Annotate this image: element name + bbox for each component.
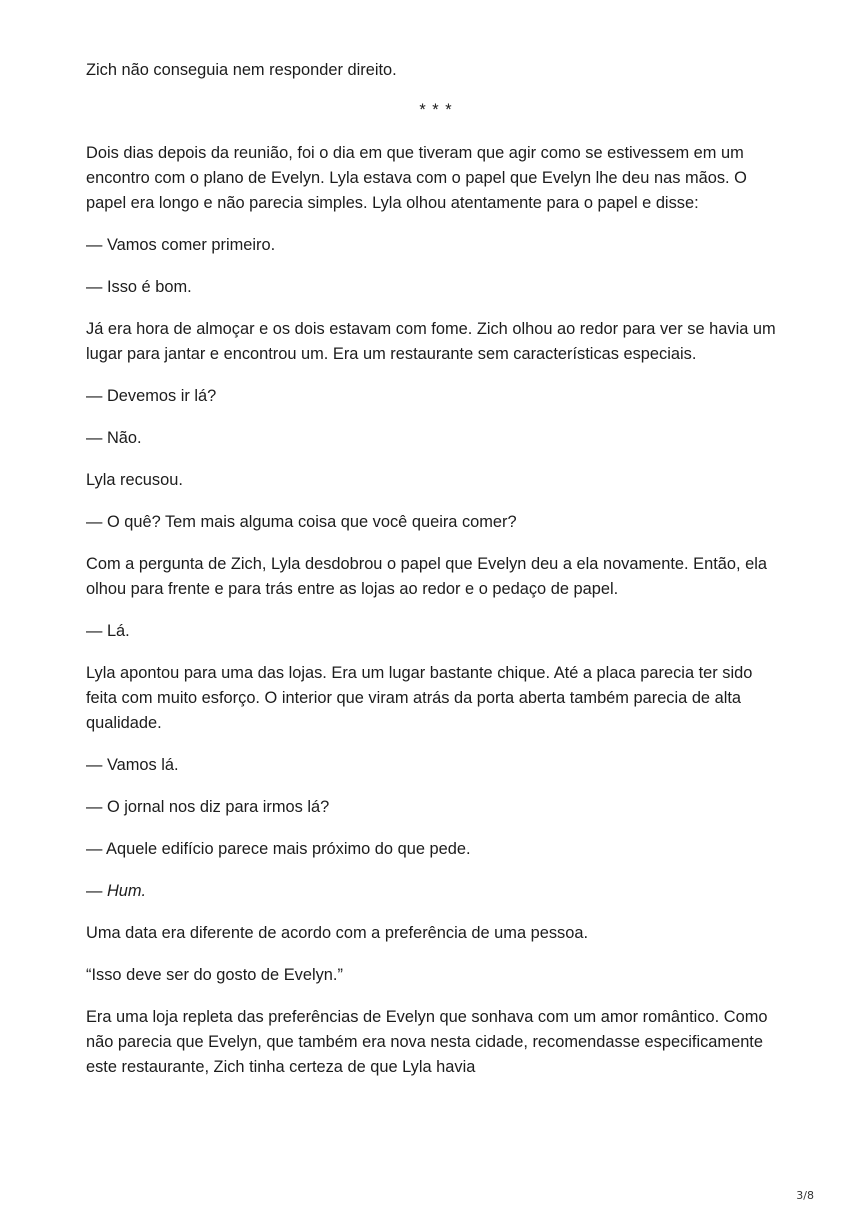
dialogue-line: — Vamos lá. [86, 756, 179, 774]
page-number: 3/8 [796, 1189, 814, 1202]
dialogue-dash: — [86, 882, 107, 900]
paragraph: Lyla recusou. [86, 471, 183, 489]
dialogue-line: — O quê? Tem mais alguma coisa que você queira comer? [86, 513, 517, 531]
dialogue-line: — Lá. [86, 622, 130, 640]
dialogue-line: — Devemos ir lá? [86, 387, 217, 405]
paragraph: Uma data era diferente de acordo com a preferência de uma pessoa. [86, 924, 589, 942]
paragraph: Zich não conseguia nem responder direito. [86, 61, 397, 79]
scene-separator [86, 98, 786, 123]
dialogue-line: — Isso é bom. [86, 278, 192, 296]
dialogue-line: — Vamos comer primeiro. [86, 236, 276, 254]
paragraph: Dois dias depois da reunião, foi o dia em que tiveram que agir como se estivessem em um encontro com o plano de Evelyn. Lyla estava com o papel que Evelyn lhe deu nas mãos. O papel era longo e não parecia simples. Lyla olhou atentamente para o papel e disse: [86, 144, 747, 212]
dialogue-line [86, 879, 786, 904]
paragraph: Lyla apontou para uma das lojas. Era um lugar bastante chique. Até a placa parecia ter sido feita com muito esforço. O interior que viram atrás da porta aberta também parecia de alta qualidade. [86, 664, 753, 732]
thought-line: “Isso deve ser do gosto de Evelyn.” [86, 966, 343, 984]
italic-interjection: Hum. [106, 882, 147, 900]
paragraph: Com a pergunta de Zich, Lyla desdobrou o papel que Evelyn deu a ela novamente. Então, ela olhou para frente e para trás entre as lojas ao redor e o pedaço de papel. [86, 555, 767, 598]
paragraph: Já era hora de almoçar e os dois estavam com fome. Zich olhou ao redor para ver se havia um lugar para jantar e encontrou um. Era um restaurante sem características especiais. [86, 320, 776, 363]
dialogue-line: — Não. [86, 429, 142, 447]
separator-text: * * * [419, 101, 453, 119]
dialogue-line: — Aquele edifício parece mais próximo do que pede. [86, 840, 471, 858]
dialogue-line: — O jornal nos diz para irmos lá? [86, 798, 330, 816]
paragraph: Era uma loja repleta das preferências de Evelyn que sonhava com um amor romântico. Como não parecia que Evelyn, que também era nova nesta cidade, recomendasse especificamente este restaurante, Zich tinha certeza de que Lyla havia [86, 1008, 768, 1076]
document-page [86, 58, 786, 1097]
